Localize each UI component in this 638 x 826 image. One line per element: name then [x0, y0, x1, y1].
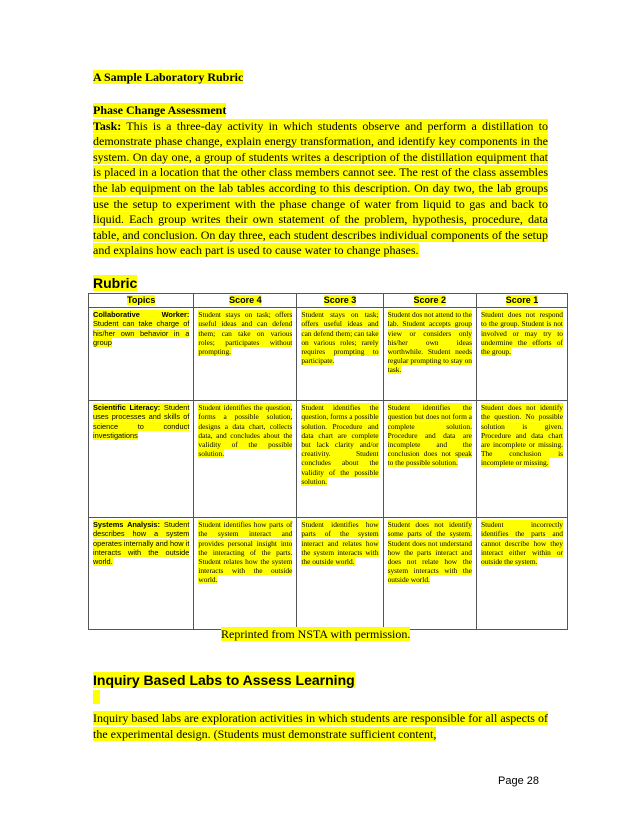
score-cell: Student identifies the question, forms a possible solution, designs a data chart, collects data, and concludes about the validity of the possible solution. — [194, 401, 297, 518]
topic-description: Student describes how a system operates internally and how it interacts with the outside world. — [93, 520, 190, 567]
header-score-1: Score 1 — [476, 294, 567, 308]
score-cell: Student does not identify the question. No possible solution is given. Procedure and data chart are incomplete or missing. The conclusion is incomplete or missing. — [476, 401, 567, 518]
score-cell: Student identifies the question but does not form a complete solution. Procedure and data are incomplete and the conclusion does not speak to the possible solution. — [383, 401, 476, 518]
inquiry-heading-text: Inquiry Based Labs to Assess Learning — [93, 672, 355, 688]
phase-change-title — [93, 103, 548, 119]
section-heading — [93, 70, 243, 85]
inquiry-heading — [93, 672, 355, 688]
score-cell: Student stays on task; offers useful ideas and can defend them; can take on various roles; rarely requires prompting to participate. — [297, 308, 383, 401]
inquiry-paragraph-text: Inquiry based labs are exploration activities in which students are responsible for all aspects of the experimental design. (Students must demonstrate sufficient content, — [93, 711, 548, 741]
highlight-marker — [93, 690, 100, 704]
table-row — [89, 401, 568, 518]
score-cell: Student stays on task; offers useful ideas and can defend them; can take on various roles; participates without prompting. — [194, 308, 297, 401]
score-cell: Student does not identify some parts of the system. Student does not understand how the parts interact and does not relate how the system interacts with the outside world. — [383, 518, 476, 630]
rubric-header-row — [89, 294, 568, 308]
score-cell: Student identifies the question, forms a possible solution. Procedure and data chart are complete but lack clarity and/or creativity. Student concludes about the validity of the possible solution. — [297, 401, 383, 518]
rubric-table — [88, 293, 568, 630]
phase-change-block — [93, 103, 548, 259]
task-paragraph — [93, 119, 548, 259]
header-score-3: Score 3 — [297, 294, 383, 308]
score-cell: Student incorrectly identifies the parts and cannot describe how they interact either within or outside the system. — [476, 518, 567, 630]
topic-cell — [89, 518, 194, 630]
header-score-2: Score 2 — [383, 294, 476, 308]
table-row — [89, 518, 568, 630]
phase-change-title-text: Phase Change Assessment — [93, 103, 227, 117]
rubric-title-text: Rubric — [93, 275, 138, 291]
reprint-note — [221, 627, 410, 642]
page-number: Page 28 — [498, 775, 539, 787]
topic-description: Student can take charge of his/her own behavior in a group — [93, 319, 190, 347]
score-cell: Student identifies how parts of the system interact and relates how the system interacts with the outside world. — [297, 518, 383, 630]
topic-name: Scientific Literacy: — [93, 403, 161, 413]
rubric-title — [93, 275, 137, 291]
header-topics: Topics — [89, 294, 194, 308]
score-cell: Student dos not attend to the lab. Student accepts group view or considers only his/her own ideas worthwhile. Student needs regular prompting to stay on task. — [383, 308, 476, 401]
score-cell: Student does not respond to the group. Student is not involved or may try to undermine the efforts of the group. — [476, 308, 567, 401]
topic-cell — [89, 401, 194, 518]
header-score-4: Score 4 — [194, 294, 297, 308]
topic-description: Student uses processes and skills of science to conduct investigations — [93, 403, 190, 440]
table-row — [89, 308, 568, 401]
task-label: Task: — [93, 118, 122, 133]
topic-cell — [89, 308, 194, 401]
inquiry-paragraph — [93, 711, 548, 742]
section-heading-text: A Sample Laboratory Rubric — [93, 70, 244, 84]
topic-name: Collaborative Worker: — [93, 310, 190, 320]
score-cell: Student identifies how parts of the system interact and provides personal insight into the interacting of the parts. Student relates how the system interacts with the outside world. — [194, 518, 297, 630]
task-text: This is a three-day activity in which students observe and perform a distillation to demonstrate phase change, explain energy transformation, and identify key components in the system. On day one, a group of students writes a description of the distillation equipment that is placed in a location that the other class members cannot see. The rest of the class assembles the lab equipment on the lab tables according to this description. On day two, the lab groups use the setup to experiment with the phase change of water from liquid to gas and back to liquid. Each group writes their own statement of the problem, hypothesis, procedure, data table, and conclusion. On day three, each student describes individual components of the setup and explains how each part is used to cause water to change phases. — [93, 118, 548, 258]
topic-name: Systems Analysis: — [93, 520, 160, 530]
reprint-note-text: Reprinted from NSTA with permission. — [221, 627, 411, 641]
